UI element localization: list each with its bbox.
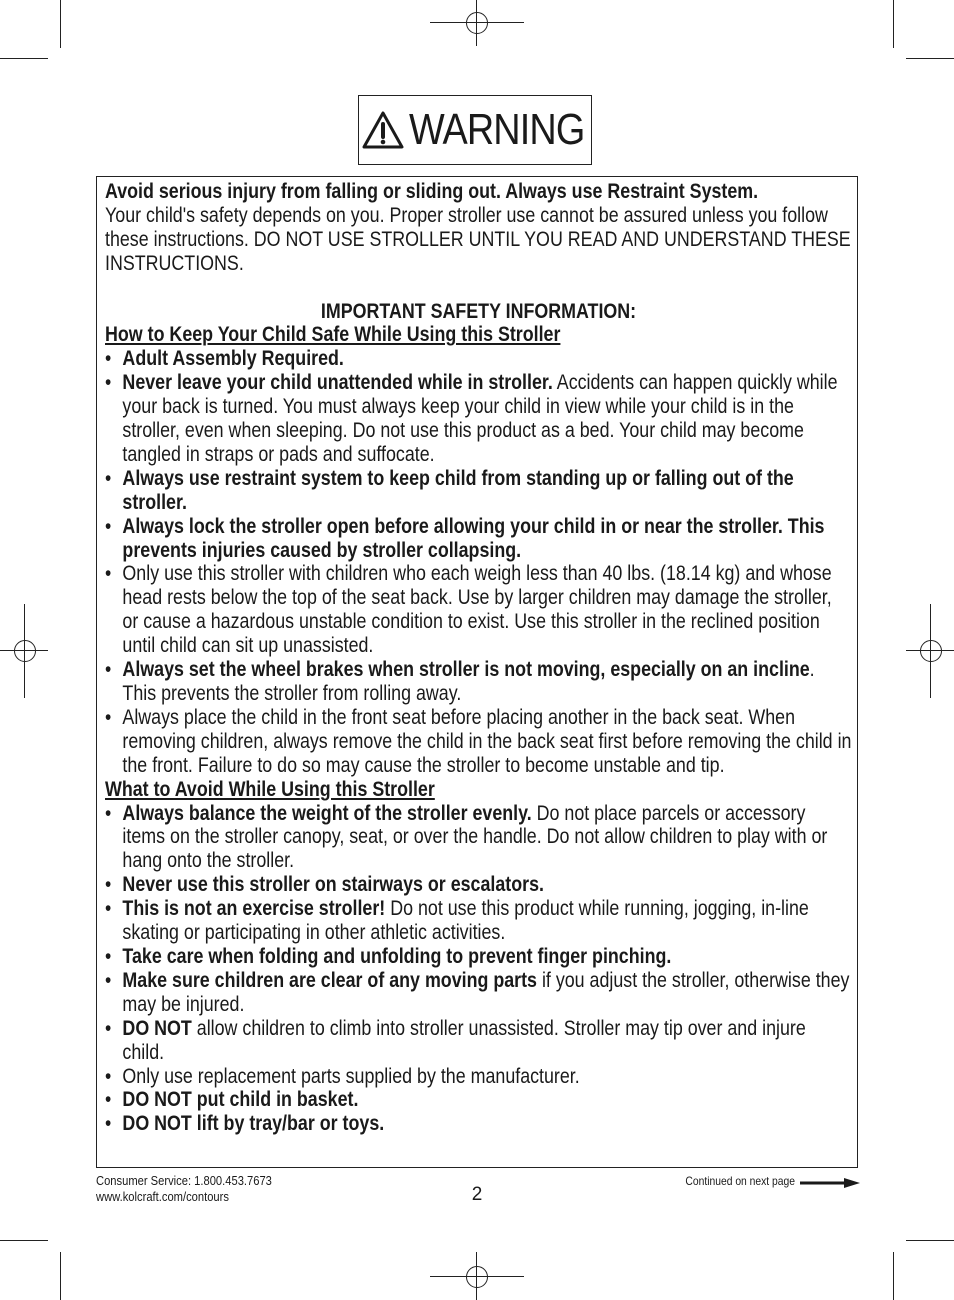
list-item: • Only use this stroller with children who each weigh less than 40 lbs. (18.14 kg) and whose head rests below the top of the seat back. Use by larger children may damage the stroller, or cause a hazardous unstable condition to exist. Use this stroller in the reclined position until child can sit up unassisted. — [105, 562, 852, 658]
consumer-service-phone: Consumer Service: 1.800.453.7673 — [96, 1173, 272, 1188]
list-item: • DO NOT lift by tray/bar or toys. — [105, 1112, 852, 1136]
keep-safe-list — [105, 347, 852, 777]
section-heading-avoid: What to Avoid While Using this Stroller — [105, 776, 435, 801]
crop-mark — [893, 1252, 894, 1300]
safety-content — [105, 180, 852, 1136]
crop-mark — [906, 58, 954, 59]
warning-title: WARNING — [408, 105, 585, 154]
website-link[interactable]: www.kolcraft.com/contours — [96, 1189, 229, 1204]
continued-note: Continued on next page — [685, 1174, 795, 1188]
warning-triangle-icon — [361, 110, 405, 150]
list-item: • Always balance the weight of the stroller evenly. Do not place parcels or accessory items on the stroller canopy, seat, or over the handle. Do not allow children to play with or hang onto the stroller. — [105, 802, 852, 874]
list-item: • Only use replacement parts supplied by the manufacturer. — [105, 1065, 852, 1089]
list-item: • Always set the wheel brakes when stroller is not moving, especially on an incline. This prevents the stroller from rolling away. — [105, 658, 852, 706]
important-safety-heading: IMPORTANT SAFETY INFORMATION: — [320, 298, 637, 323]
crop-mark — [0, 1240, 48, 1241]
list-item: • Take care when folding and unfolding to prevent finger pinching. — [105, 945, 852, 969]
list-item: • Always lock the stroller open before allowing your child in or near the stroller. This prevents injuries caused by stroller collapsing. — [105, 515, 852, 563]
list-item: • Make sure children are clear of any moving parts if you adjust the stroller, otherwise they may be injured. — [105, 969, 852, 1017]
list-item: • Adult Assembly Required. — [105, 347, 852, 371]
page-number: 2 — [471, 1184, 483, 1205]
list-item: • DO NOT allow children to climb into stroller unassisted. Stroller may tip over and injure child. — [105, 1017, 852, 1065]
crop-mark — [60, 0, 61, 48]
list-item: • Never use this stroller on stairways or escalators. — [105, 873, 852, 897]
section-heading-keep-safe: How to Keep Your Child Safe While Using this Stroller — [105, 322, 561, 347]
intro-heading: Avoid serious injury from falling or sliding out. Always use Restraint System. — [105, 179, 759, 203]
warning-header — [358, 95, 592, 165]
safety-instructions-box — [96, 176, 858, 1168]
arrow-right-icon — [800, 1177, 860, 1189]
crop-mark — [60, 1252, 61, 1300]
intro-text: Your child's safety depends on you. Proper stroller use cannot be assured unless you follow these instructions. DO NOT USE STROLLER UNTIL YOU READ AND UNDERSTAND THESE INSTRUCTIONS. — [105, 202, 851, 275]
avoid-list — [105, 802, 852, 1137]
list-item: • Never leave your child unattended while in stroller. Accidents can happen quickly while your back is turned. You must always keep your child in view while your child is in the stroller, even when sleeping. Do not use this product as a bed. Your child may become tangled in straps or pads and suffocate. — [105, 371, 852, 467]
list-item: • Always place the child in the front seat before placing another in the back seat. When removing children, always remove the child in the back seat first before removing the child in the front. Failure to do so may cause the stroller to become unstable and tip. — [105, 706, 852, 778]
list-item: • Always use restraint system to keep child from standing up or falling out of the stroller. — [105, 467, 852, 515]
list-item: • DO NOT put child in basket. — [105, 1088, 852, 1112]
crop-mark — [893, 0, 894, 48]
crop-mark — [906, 1240, 954, 1241]
list-item: • This is not an exercise stroller! Do not use this product while running, jogging, in-line skating or participating in other athletic activities. — [105, 897, 852, 945]
crop-mark — [0, 58, 48, 59]
